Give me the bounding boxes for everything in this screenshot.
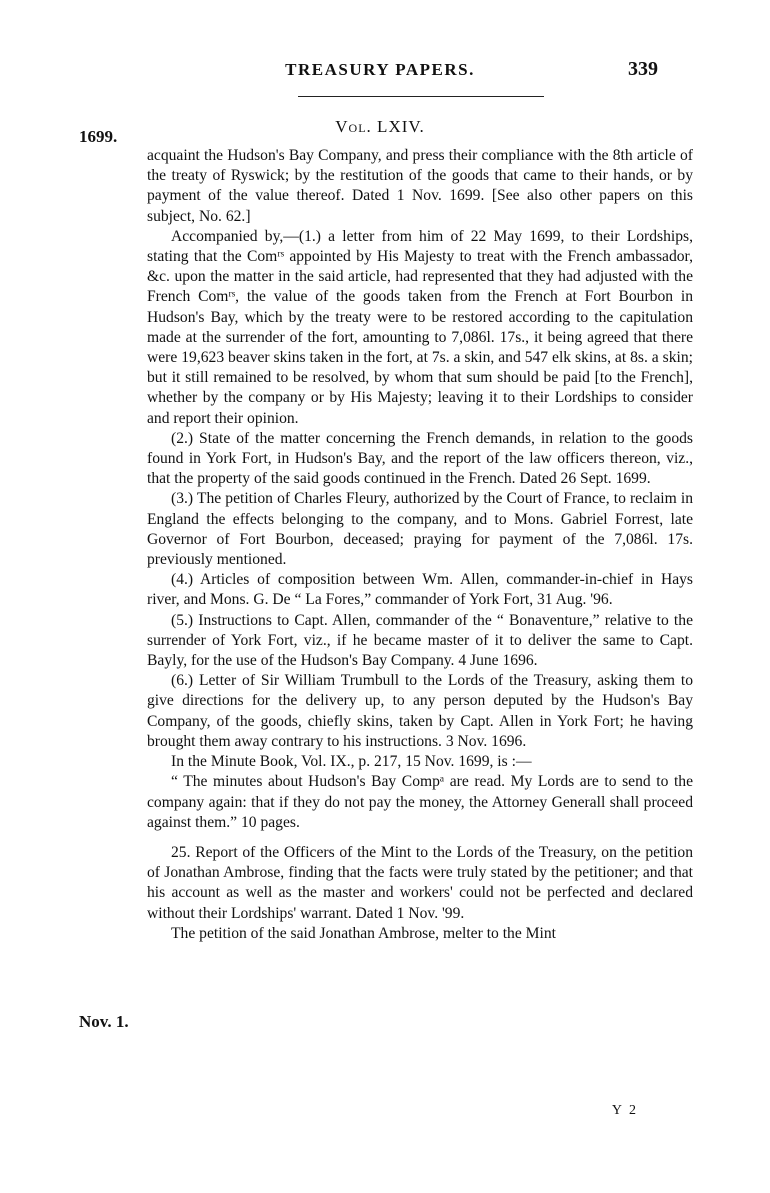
paragraph-item-3: (3.) The petition of Charles Fleury, authorized by the Court of France, to reclaim in England the effects belonging to the company, and to Mons. Gabriel Forrest, late Governor of Fort Bourbon, deceased; praying for payment of the 7,086l. 17s. previously mentioned.	[147, 490, 693, 569]
paragraph-item-6: (6.) Letter of Sir William Trumbull to the Lords of the Treasury, asking them to give directions for the delivery up, to any person deputed by the Hudson's Bay Company, of the goods, chiefly skins, taken by Capt. Allen in York Fort; he having brought them away contrary to his instructions. 3 Nov. 1696.	[147, 672, 693, 750]
paragraph-item-2: (2.) State of the matter concerning the French demands, in relation to the goods found in York Fort, in Hudson's Bay, and the report of the law officers thereon, viz., that the property of the said goods continued in the French. Dated 26 Sept. 1699.	[147, 429, 693, 488]
paragraph-entry-25-continuation: The petition of the said Jonathan Ambrose, melter to the Mint	[171, 924, 557, 942]
margin-year: 1699.	[79, 127, 118, 146]
paragraph-minute-quote: “ The minutes about Hudson's Bay Compᵃ are read. My Lords are to send to the company again: that if they do not pay the money, the Attorney Generall shall proceed against them.” 10 pages.	[147, 773, 693, 831]
page-header-title: TREASURY PAPERS.	[285, 60, 475, 79]
paragraph-minute-book: In the Minute Book, Vol. IX., p. 217, 15 Nov. 1699, is :—	[171, 753, 532, 771]
page-number: 339	[628, 58, 658, 80]
header-rule	[298, 96, 544, 97]
paragraph-item-4: (4.) Articles of composition between Wm. Allen, commander-in-chief in Hays river, and Mons. G. De “ La Fores,” commander of York Fort, 31 Aug. '96.	[147, 571, 693, 609]
paragraph-entry-25: 25. Report of the Officers of the Mint to the Lords of the Treasury, on the petition of Jonathan Ambrose, finding that the facts were truly stated by the petitioner; and that his account as well as the master and workers' could not be perfected and declared without their Lordships' warrant. Dated 1 Nov. '99.	[147, 843, 693, 922]
paragraph-accompanied: Accompanied by,—(1.) a letter from him of 22 May 1699, to their Lordships, stating that the Comʳˢ appointed by His Majesty to treat with the French ambassador, &c. upon the matter in the said article, had represented that they had adjusted with the French Comʳˢ, the value of the goods taken from the French at Fort Bourbon in Hudson's Bay, which by the treaty were to be restored according to the capitulation made at the surrender of the fort, amounting to 7,086l. 17s., it being agreed that there were 19,623 beaver skins taken in the fort, at 7s. a skin, and 547 elk skins, at 8s. a skin; but it still remained to be resolved, by whom that sum should be paid [to the French], whether by the company or by His Majesty; leaving it to their Lordships to consider and report their opinion.	[147, 227, 693, 427]
signature-mark: Y 2	[611, 1103, 638, 1118]
paragraph-opening: acquaint the Hudson's Bay Company, and press their compliance with the 8th article of the treaty of Ryswick; by the restitution of the goods that came to their hands, or by payment of the value thereof. Dated 1 Nov. 1699. [See also other papers on this subject, No. 62.]	[147, 147, 693, 225]
paragraph-item-5: (5.) Instructions to Capt. Allen, commander of the “ Bonaventure,” relative to the surrender of York Fort, viz., if he became master of it to deliver the same to Capt. Bayly, for the use of the Hudson's Bay Company. 4 June 1696.	[147, 611, 693, 670]
main-text	[147, 146, 693, 944]
volume-heading: Vol. LXIV.	[335, 117, 425, 136]
margin-entry-date: Nov. 1.	[79, 1012, 129, 1031]
